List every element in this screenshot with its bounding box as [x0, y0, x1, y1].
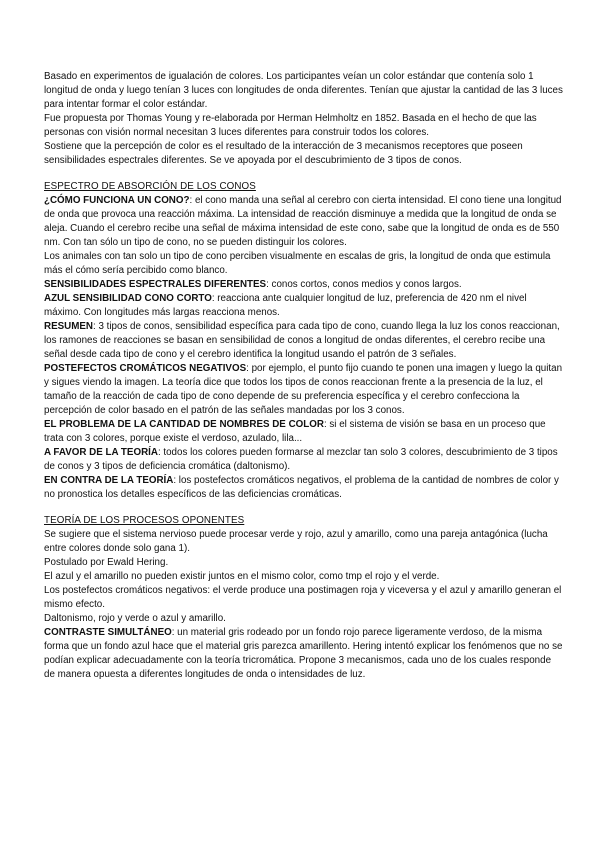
afterimage-paragraph [44, 362, 564, 418]
how-cone-works-paragraph [44, 194, 564, 250]
section-heading-opponent: TEORÍA DE LOS PROCESOS OPONENTES [44, 515, 245, 526]
opponent-paragraph-2: Postulado por Ewald Hering. [44, 557, 169, 568]
simultaneous-contrast-paragraph [44, 626, 564, 682]
section-heading-absorption: ESPECTRO DE ABSORCIÓN DE LOS CONOS [44, 181, 256, 192]
simultaneous-contrast-term: CONTRASTE SIMULTÁNEO [44, 627, 172, 638]
intro-paragraph-3: Sostiene que la percepción de color es el resultado de la interacción de 3 mecanismos receptores que poseen sensibilidades espectrales diferentes. Se ve apoyada por el descubrimiento de 3 tipos de conos. [44, 141, 523, 166]
short-cone-term: AZUL SENSIBILIDAD CONO CORTO [44, 293, 212, 304]
spectral-sensitivities-term: SENSIBILIDADES ESPECTRALES DIFERENTES [44, 279, 267, 290]
opponent-paragraph-1: Se sugiere que el sistema nervioso puede procesar verde y rojo, azul y amarillo, como una pareja antagónica (lucha entre colores donde solo gana 1). [44, 529, 548, 554]
color-names-term: EL PROBLEMA DE LA CANTIDAD DE NOMBRES DE COLOR [44, 419, 324, 430]
intro-paragraph-1: Basado en experimentos de igualación de colores. Los participantes veían un color estándar que contenía solo 1 longitud de onda y luego tenían 3 luces con longitudes de onda diferentes. Tenían que ajustar la cantidad de las 3 luces para intentar formar el color estándar. [44, 71, 563, 110]
intro-paragraph-2: Fue propuesta por Thomas Young y re-elaborada por Herman Helmholtz en 1852. Basada en el hecho de que las personas con visión normal necesitan 3 luces diferentes para construir todos los colores. [44, 113, 537, 138]
spectral-sensitivities-text: : conos cortos, conos medios y conos largos. [266, 279, 462, 290]
in-favor-paragraph [44, 446, 564, 474]
in-favor-text: : todos los colores pueden formarse al mezclar tan solo 3 colores, descubrimiento de 3 tipos de conos y 3 tipos de deficiencia cromática (daltonismo). [44, 447, 558, 472]
against-term: EN CONTRA DE LA TEORÍA [44, 475, 174, 486]
color-names-paragraph [44, 418, 564, 446]
animals-paragraph: Los animales con tan solo un tipo de cono perciben visualmente en escalas de gris, la longitud de onda que estimula más el cómo sería percibido como blanco. [44, 251, 551, 276]
simultaneous-contrast-text: : un material gris rodeado por un fondo rojo parece ligeramente verdoso, de la misma forma que un fondo azul hace que el material gris parezca amarillento. Hering intentó explicar los fenómenos que no se podían explicar adecuadamente con la teoría tricromática. Propone 3 mecanismos, cada uno de los cuales responde de manera opuesta a diferentes longitudes de onda o intensidades de luz. [44, 627, 563, 680]
against-paragraph [44, 474, 564, 502]
document-page [44, 70, 564, 682]
summary-text: : 3 tipos de conos, sensibilidad específica para cada tipo de cono, cuando llega la luz los conos reaccionan, los ramones de reacciones se basan en sensibilidad de conos a longitud de ondas diferentes, el cerebro recibe una señal desde cada tipo de cono y el cerebro identifica la longitud usando el patrón de 3 señales. [44, 321, 560, 360]
summary-term: RESUMEN [44, 321, 93, 332]
spectral-sensitivities-paragraph [44, 278, 564, 292]
against-text: : los postefectos cromáticos negativos, el problema de la cantidad de nombres de color y no pronostica los detalles específicos de las deficiencias cromáticas. [44, 475, 559, 500]
how-cone-works-text: : el cono manda una señal al cerebro con cierta intensidad. El cono tiene una longitud de onda que provoca una reacción máxima. La intensidad de reacción disminuye a medida que la longitud de onda se aleja. Cuando el cerebro recibe una señal de máxima intensidad de este cono, sabe que la longitud de onda es de 550 nm. Con tan sólo un tipo de cono, no se pueden distinguir los colores. [44, 195, 562, 248]
summary-paragraph [44, 320, 564, 362]
short-cone-paragraph [44, 292, 564, 320]
color-names-text: : si el sistema de visión se basa en un proceso que trata con 3 colores, porque existe el verdoso, azulado, lila... [44, 419, 546, 444]
how-cone-works-term: ¿CÓMO FUNCIONA UN CONO? [44, 195, 190, 206]
opponent-paragraph-4: Los postefectos cromáticos negativos: el verde produce una postimagen roja y viceversa y el azul y amarillo generan el mismo efecto. [44, 585, 562, 610]
short-cone-text: : reacciona ante cualquier longitud de luz, preferencia de 420 nm el nivel máximo. Con longitudes más largas reacciona menos. [44, 293, 527, 318]
afterimage-term: POSTEFECTOS CROMÁTICOS NEGATIVOS [44, 363, 247, 374]
opponent-paragraph-3: El azul y el amarillo no pueden existir juntos en el mismo color, como tmp el rojo y el verde. [44, 571, 440, 582]
opponent-paragraph-5: Daltonismo, rojo y verde o azul y amarillo. [44, 613, 226, 624]
in-favor-term: A FAVOR DE LA TEORÍA [44, 447, 158, 458]
afterimage-text: : por ejemplo, el punto fijo cuando te ponen una imagen y luego la quitan y sigues viendo la imagen. La teoría dice que todos los tipos de conos reaccionan frente a la presencia de la luz, el tamaño de la reacción de cada tipo de cono depende de su preferencia específica y el cerebro confecciona la percepción de color basado en el patrón de las señales mandadas por los 3 conos. [44, 363, 563, 416]
